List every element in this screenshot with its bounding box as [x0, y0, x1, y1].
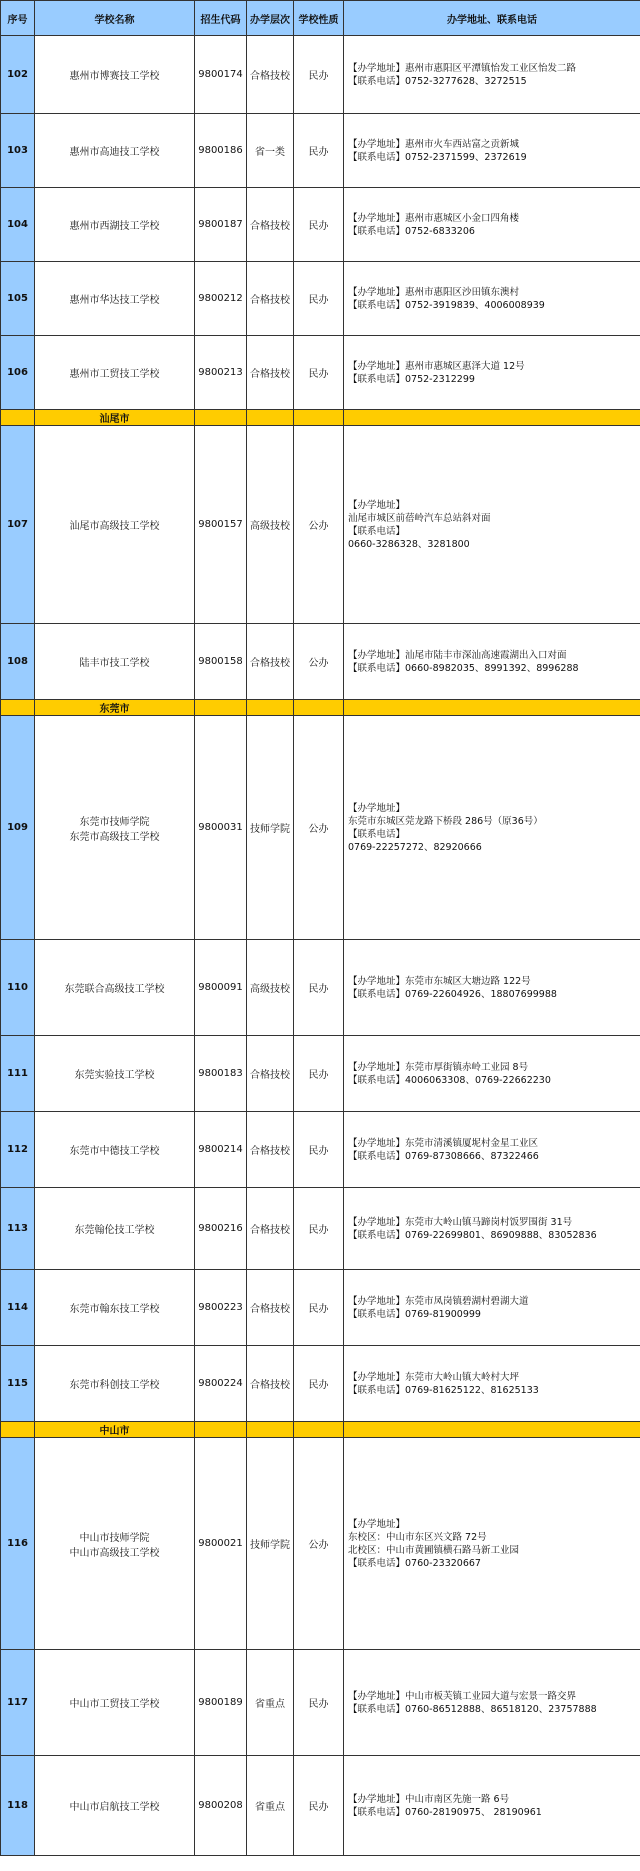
school-name-line: 东莞翰伦技工学校	[74, 1225, 155, 1236]
address-contact-line: 【办学地址】东莞市大岭山镇大岭村大坪	[348, 1371, 520, 1383]
school-level: 高级技校	[247, 940, 294, 1036]
address-contact-line: 【联系电话】0660-8982035、8991392、8996288	[348, 662, 579, 674]
school-nature: 公办	[294, 1438, 344, 1650]
school-name-line: 东莞市翰东技工学校	[69, 1304, 160, 1315]
school-name-line: 中山市高级技工学校	[69, 1547, 160, 1559]
school-level: 省一类	[247, 114, 294, 188]
row-number: 107	[1, 426, 35, 624]
city-name: 中山市	[35, 1422, 195, 1438]
school-level: 合格技校	[247, 1188, 294, 1270]
row-number: 105	[1, 262, 35, 336]
enroll-code: 9800157	[195, 426, 247, 624]
address-contact	[344, 1112, 640, 1188]
address-contact-line: 【联系电话】	[348, 828, 406, 840]
header-code: 招生代码	[195, 1, 247, 36]
address-contact	[344, 1188, 640, 1270]
row-number: 113	[1, 1188, 35, 1270]
school-nature: 民办	[294, 114, 344, 188]
school-name-line: 惠州市华达技工学校	[69, 295, 160, 306]
school-nature: 民办	[294, 1036, 344, 1112]
address-contact-line: 【办学地址】中山市板芙镇工业园大道与宏景一路交界	[348, 1690, 577, 1702]
school-name-line: 惠州市西湖技工学校	[69, 221, 160, 232]
city-cell-spacer	[247, 410, 294, 426]
enroll-code: 9800158	[195, 624, 247, 700]
school-nature: 民办	[294, 1270, 344, 1346]
enroll-code: 9800223	[195, 1270, 247, 1346]
row-number: 116	[1, 1438, 35, 1650]
city-name: 东莞市	[35, 700, 195, 716]
address-contact-line: 【办学地址】汕尾市陆丰市深汕高速霞湖出入口对面	[348, 649, 567, 661]
address-contact	[344, 336, 640, 410]
school-level: 合格技校	[247, 1270, 294, 1346]
school-level: 高级技校	[247, 426, 294, 624]
enroll-code: 9800208	[195, 1756, 247, 1856]
address-contact-line: 【办学地址】惠州市惠阳区沙田镇东澳村	[348, 286, 520, 298]
address-contact-line: 【联系电话】0769-22604926、18807699988	[348, 988, 557, 1000]
table-row	[1, 940, 640, 1036]
school-name-line: 惠州市工贸技工学校	[69, 369, 160, 380]
school-level: 合格技校	[247, 1036, 294, 1112]
school-name-line: 东莞市高级技工学校	[69, 831, 160, 843]
city-cell-spacer	[195, 410, 247, 426]
row-number: 103	[1, 114, 35, 188]
header-row	[1, 1, 640, 36]
enroll-code: 9800186	[195, 114, 247, 188]
enroll-code: 9800216	[195, 1188, 247, 1270]
city-cell-spacer	[294, 410, 344, 426]
table-row	[1, 716, 640, 940]
school-nature: 民办	[294, 1112, 344, 1188]
table-row	[1, 1188, 640, 1270]
enroll-code: 9800183	[195, 1036, 247, 1112]
row-number: 115	[1, 1346, 35, 1422]
address-contact	[344, 716, 640, 940]
header-level: 办学层次	[247, 1, 294, 36]
address-contact-line: 【办学地址】东莞市大岭山镇马蹄岗村饭罗围街 31号	[348, 1216, 573, 1228]
address-contact	[344, 940, 640, 1036]
header-address: 办学地址、联系电话	[344, 1, 640, 36]
table-row	[1, 188, 640, 262]
school-name-line: 东莞联合高级技工学校	[64, 984, 165, 995]
school-level: 省重点	[247, 1756, 294, 1856]
school-name-line: 汕尾市高级技工学校	[69, 521, 160, 532]
address-contact	[344, 262, 640, 336]
school-nature: 民办	[294, 1188, 344, 1270]
table-row	[1, 1346, 640, 1422]
row-number: 114	[1, 1270, 35, 1346]
address-contact-line: 【办学地址】东莞市清溪镇厦坭村金星工业区	[348, 1137, 539, 1149]
school-name	[35, 1650, 195, 1756]
address-contact-line: 【办学地址】惠州市火车西站富之贡新城	[348, 138, 520, 150]
address-contact-line: 【办学地址】惠州市惠阳区平潭镇怡发工业区怡发二路	[348, 62, 577, 74]
table-row	[1, 1036, 640, 1112]
school-nature: 民办	[294, 1756, 344, 1856]
address-contact	[344, 1270, 640, 1346]
address-contact-line: 0769-22257272、82920666	[348, 841, 482, 853]
row-number: 110	[1, 940, 35, 1036]
city-cell-spacer	[247, 700, 294, 716]
header-no: 序号	[1, 1, 35, 36]
address-contact-line: 【办学地址】	[348, 1518, 406, 1530]
table-row	[1, 1112, 640, 1188]
school-nature: 民办	[294, 36, 344, 114]
city-cell-spacer	[195, 1422, 247, 1438]
school-name	[35, 1438, 195, 1650]
enroll-code: 9800031	[195, 716, 247, 940]
row-number: 111	[1, 1036, 35, 1112]
row-number: 117	[1, 1650, 35, 1756]
school-name-line: 中山市技师学院	[79, 1532, 150, 1544]
enroll-code: 9800224	[195, 1346, 247, 1422]
row-number: 112	[1, 1112, 35, 1188]
address-contact-line: 【联系电话】0769-22699801、86909888、83052836	[348, 1229, 597, 1241]
address-contact-line: 东校区：中山市东区兴文路 72号	[348, 1531, 487, 1543]
row-number: 118	[1, 1756, 35, 1856]
city-cell-spacer	[247, 1422, 294, 1438]
school-name	[35, 262, 195, 336]
table-row	[1, 1650, 640, 1756]
enroll-code: 9800189	[195, 1650, 247, 1756]
enroll-code: 9800021	[195, 1438, 247, 1650]
row-number: 104	[1, 188, 35, 262]
address-contact-line: 0660-3286328、3281800	[348, 538, 470, 550]
table-row	[1, 336, 640, 410]
table-row	[1, 1756, 640, 1856]
address-contact	[344, 114, 640, 188]
address-contact	[344, 426, 640, 624]
school-name	[35, 1112, 195, 1188]
enroll-code: 9800212	[195, 262, 247, 336]
school-name	[35, 1346, 195, 1422]
address-contact-line: 【联系电话】0769-87308666、87322466	[348, 1150, 539, 1162]
address-contact-line: 【联系电话】0760-28190975、 28190961	[348, 1806, 542, 1818]
school-name	[35, 336, 195, 410]
school-name	[35, 1270, 195, 1346]
school-nature: 公办	[294, 426, 344, 624]
school-name	[35, 36, 195, 114]
address-contact	[344, 36, 640, 114]
enroll-code: 9800187	[195, 188, 247, 262]
school-nature: 民办	[294, 940, 344, 1036]
address-contact	[344, 1650, 640, 1756]
address-contact-line: 【办学地址】中山市南区先施一路 6号	[348, 1793, 510, 1805]
table-row	[1, 624, 640, 700]
city-row	[1, 1422, 640, 1438]
row-number: 109	[1, 716, 35, 940]
school-level: 技师学院	[247, 716, 294, 940]
table-row	[1, 426, 640, 624]
address-contact-line: 【联系电话】0760-23320667	[348, 1557, 481, 1569]
header-name: 学校名称	[35, 1, 195, 36]
school-name	[35, 716, 195, 940]
address-contact-line: 【办学地址】东莞市厚街镇赤岭工业园 8号	[348, 1061, 529, 1073]
city-cell-spacer	[294, 1422, 344, 1438]
table-row	[1, 114, 640, 188]
address-contact-line: 【办学地址】惠州市惠城区惠泽大道 12号	[348, 360, 525, 372]
city-cell-spacer	[195, 700, 247, 716]
enroll-code: 9800091	[195, 940, 247, 1036]
school-name-line: 惠州市博赛技工学校	[69, 71, 160, 82]
school-name-line: 东莞市技师学院	[79, 816, 150, 828]
address-contact-line: 【联系电话】0752-2312299	[348, 373, 475, 385]
header-nature: 学校性质	[294, 1, 344, 36]
city-cell-spacer	[344, 700, 640, 716]
table-body	[1, 36, 640, 1856]
address-contact	[344, 188, 640, 262]
address-contact	[344, 624, 640, 700]
school-nature: 民办	[294, 262, 344, 336]
school-name	[35, 1036, 195, 1112]
school-nature: 民办	[294, 1346, 344, 1422]
school-level: 合格技校	[247, 36, 294, 114]
school-name	[35, 1756, 195, 1856]
school-nature: 民办	[294, 1650, 344, 1756]
school-name-line: 惠州市高迪技工学校	[69, 147, 160, 158]
address-contact-line: 【办学地址】	[348, 802, 406, 814]
table-row	[1, 262, 640, 336]
city-name: 汕尾市	[35, 410, 195, 426]
enroll-code: 9800214	[195, 1112, 247, 1188]
school-name-line: 陆丰市技工学校	[79, 658, 150, 669]
address-contact-line: 【办学地址】惠州市惠城区小金口四角楼	[348, 212, 520, 224]
city-cell-spacer	[294, 700, 344, 716]
address-contact-line: 【办学地址】东莞市凤岗镇碧湖村碧湖大道	[348, 1295, 529, 1307]
enroll-code: 9800174	[195, 36, 247, 114]
address-contact-line: 【联系电话】0752-3277628、3272515	[348, 75, 527, 87]
address-contact-line: 【联系电话】0769-81900999	[348, 1308, 481, 1320]
address-contact-line: 【联系电话】4006063308、0769-22662230	[348, 1074, 551, 1086]
address-contact-line: 【联系电话】0752-3919839、4006008939	[348, 299, 545, 311]
table-row	[1, 1270, 640, 1346]
school-level: 合格技校	[247, 262, 294, 336]
school-nature: 公办	[294, 716, 344, 940]
school-name	[35, 114, 195, 188]
address-contact	[344, 1036, 640, 1112]
school-name-line: 东莞市科创技工学校	[69, 1380, 160, 1391]
address-contact-line: 【联系电话】	[348, 525, 406, 537]
school-level: 省重点	[247, 1650, 294, 1756]
address-contact-line: 【联系电话】0752-2371599、2372619	[348, 151, 527, 163]
table-row	[1, 36, 640, 114]
school-name	[35, 1188, 195, 1270]
school-name	[35, 940, 195, 1036]
school-name	[35, 426, 195, 624]
address-contact-line: 汕尾市城区前蓓岭汽车总站斜对面	[348, 512, 491, 524]
enroll-code: 9800213	[195, 336, 247, 410]
row-number: 102	[1, 36, 35, 114]
city-cell-spacer	[1, 410, 35, 426]
school-level: 合格技校	[247, 1346, 294, 1422]
school-nature: 公办	[294, 624, 344, 700]
address-contact-line: 【办学地址】	[348, 499, 406, 511]
school-name-line: 东莞实验技工学校	[74, 1070, 155, 1081]
school-name-line: 东莞市中德技工学校	[69, 1146, 160, 1157]
school-level: 合格技校	[247, 624, 294, 700]
school-level: 合格技校	[247, 336, 294, 410]
address-contact-line: 东莞市东城区莞龙路下桥段 286号（原36号）	[348, 815, 543, 827]
address-contact	[344, 1346, 640, 1422]
address-contact	[344, 1438, 640, 1650]
school-nature: 民办	[294, 336, 344, 410]
address-contact-line: 【联系电话】0760-86512888、86518120、23757888	[348, 1703, 597, 1715]
school-name	[35, 624, 195, 700]
city-cell-spacer	[344, 1422, 640, 1438]
school-level: 技师学院	[247, 1438, 294, 1650]
address-contact-line: 北校区：中山市黄圃镇横石路马新工业园	[348, 1544, 520, 1556]
school-nature: 民办	[294, 188, 344, 262]
school-level: 合格技校	[247, 1112, 294, 1188]
school-level: 合格技校	[247, 188, 294, 262]
school-name-line: 中山市启航技工学校	[69, 1802, 160, 1813]
city-row	[1, 700, 640, 716]
city-row	[1, 410, 640, 426]
address-contact	[344, 1756, 640, 1856]
school-name-line: 中山市工贸技工学校	[69, 1699, 160, 1710]
row-number: 108	[1, 624, 35, 700]
address-contact-line: 【办学地址】东莞市东城区大塘边路 122号	[348, 975, 531, 987]
city-cell-spacer	[344, 410, 640, 426]
table-row	[1, 1438, 640, 1650]
address-contact-line: 【联系电话】0752-6833206	[348, 225, 475, 237]
address-contact-line: 【联系电话】0769-81625122、81625133	[348, 1384, 539, 1396]
city-cell-spacer	[1, 700, 35, 716]
school-name	[35, 188, 195, 262]
row-number: 106	[1, 336, 35, 410]
city-cell-spacer	[1, 1422, 35, 1438]
